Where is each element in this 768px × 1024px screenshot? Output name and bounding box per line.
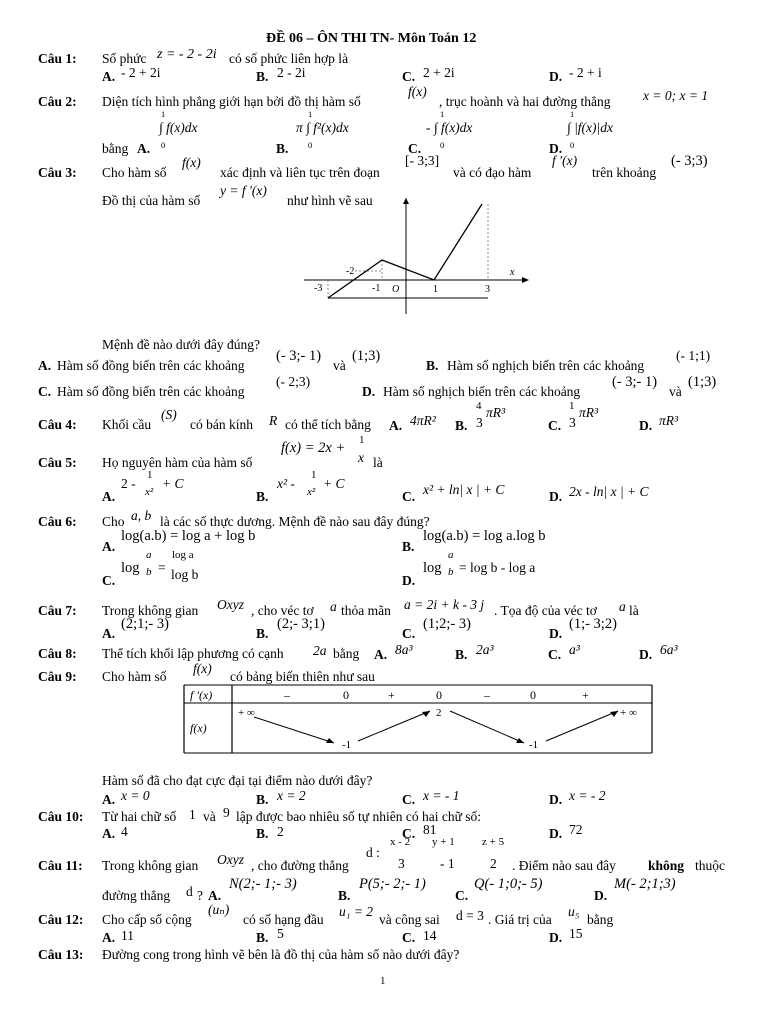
q4-label: Câu 4: <box>38 417 77 432</box>
q4-option-b-label: B. <box>455 418 468 433</box>
q8-text: Thể tích khối lập phương có cạnh <box>102 646 284 661</box>
q5-label: Câu 5: <box>38 455 77 470</box>
q11-option-a[interactable]: N(2;- 1;- 3) <box>229 876 297 892</box>
q6-option-c-den: b <box>146 566 152 578</box>
q3-option-d[interactable]: Hàm số nghịch biến trên các khoảng <box>383 384 581 399</box>
q5-fx: f(x) = 2x + <box>281 440 346 456</box>
q10-n2: 9 <box>223 805 230 820</box>
q10-option-b-label: B. <box>256 826 269 841</box>
q10-option-c-label: C. <box>402 826 416 841</box>
q8-option-b-label: B. <box>455 647 468 662</box>
q11-frac3-num: z + 5 <box>482 836 505 848</box>
q1-text2: có số phức liên hợp là <box>229 51 349 66</box>
integral-upper-b: 1 <box>308 109 313 119</box>
q7-a-vec2: a <box>619 599 626 614</box>
page-number: 1 <box>380 975 386 987</box>
q5-option-b-label: B. <box>256 489 269 504</box>
q7-option-b[interactable]: (2;- 3;1) <box>277 616 325 632</box>
q2-option-d[interactable]: ∫ |f(x)|dx <box>567 120 613 135</box>
q12-option-a[interactable]: 11 <box>121 928 134 943</box>
q11-option-b-label: B. <box>338 888 351 903</box>
q7-option-c[interactable]: (1;2;- 3) <box>423 616 471 632</box>
q7-expr: a = 2i + k - 3 j <box>404 597 485 612</box>
q4-option-b[interactable]: πR³ <box>486 405 506 420</box>
q5-option-c-label: C. <box>402 489 416 504</box>
q10-n1: 1 <box>189 807 196 822</box>
q9-option-b[interactable]: x = 2 <box>277 788 306 803</box>
q1-expr: z = - 2 - 2i <box>157 47 217 62</box>
arrow-down-2 <box>450 711 524 743</box>
tick-minus1: -1 <box>372 283 381 294</box>
q7-label: Câu 7: <box>38 603 77 618</box>
q2-lines: x = 0; x = 1 <box>643 88 709 103</box>
q12-text5: bằng <box>587 912 614 927</box>
q3-text: Cho hàm số <box>102 165 167 180</box>
sign-1: – <box>284 688 290 702</box>
q4-option-c-label: C. <box>548 418 562 433</box>
tick-3: 3 <box>485 284 490 295</box>
x-axis-arrow <box>522 277 529 283</box>
arrow-heads <box>326 711 618 743</box>
q3-text2: xác định và liên tục trên đoạn <box>220 165 380 180</box>
q12-text: Cho cấp số cộng <box>102 912 192 927</box>
value-min-left: -1 <box>342 739 352 751</box>
q1-option-d-label: D. <box>549 69 563 84</box>
q10-option-b[interactable]: 2 <box>277 824 284 839</box>
q3-yexpr: y = f ′(x) <box>220 183 267 198</box>
q11-text3: . Điểm nào sau đây <box>512 858 616 873</box>
q3-interval2: (- 3;3) <box>671 153 708 169</box>
q12-text2: có số hạng đầu <box>243 912 324 927</box>
tick-1: 1 <box>433 284 438 295</box>
q5-frac-den: x <box>358 450 364 465</box>
value-min-right: -1 <box>529 739 539 751</box>
q5-option-a-post: + C <box>162 476 184 491</box>
integral-lower-c: 0 <box>440 140 445 150</box>
value-plus-inf-left: + ∞ <box>238 707 255 719</box>
zero-3: 0 <box>530 688 536 702</box>
q6-option-c-rden: log b <box>171 567 199 582</box>
q4-text: Khối cầu <box>102 417 152 432</box>
sign-4: + <box>582 688 589 702</box>
q1-option-a-label: A. <box>102 69 116 84</box>
q4-option-c[interactable]: πR³ <box>579 405 599 420</box>
q4-option-c-num: 1 <box>569 400 575 412</box>
sign-3: – <box>484 688 490 702</box>
q11-oxyz: Oxyz <box>217 852 244 867</box>
q5-option-b-post: + C <box>323 476 345 491</box>
q5-option-d[interactable]: 2x - ln| x | + C <box>569 484 649 499</box>
q5-option-c[interactable]: x² + ln| x | + C <box>423 482 505 497</box>
q12-option-a-label: A. <box>102 930 116 945</box>
q7-a-vec: a <box>330 599 337 614</box>
q6-option-a[interactable]: log(a.b) = log a + log b <box>121 528 256 544</box>
q8-option-c-label: C. <box>548 647 562 662</box>
q3-option-c-int1: (- 2;3) <box>276 374 311 389</box>
q4-option-a[interactable]: 4πR² <box>410 413 436 428</box>
q6-text2: là các số thực dương. Mệnh đề nào sau đây đúng? <box>160 514 430 529</box>
integral-upper-c: 1 <box>440 109 445 119</box>
q9-option-b-label: B. <box>256 792 269 807</box>
variation-table <box>182 685 654 755</box>
q6-option-d[interactable]: log <box>423 560 442 576</box>
q2-text: Diện tích hình phẳng giới hạn bởi đồ thị hàm số <box>102 94 361 109</box>
q4-option-c-den: 3 <box>569 415 576 430</box>
q9-option-d-label: D. <box>549 792 563 807</box>
q4-option-b-num: 4 <box>476 400 482 412</box>
q3-option-c[interactable]: Hàm số đồng biến trên các khoảng <box>57 384 245 399</box>
x-axis-label: x <box>510 267 515 278</box>
q5-text2: là <box>373 455 383 470</box>
q1-option-b[interactable]: 2 - 2i <box>277 65 306 80</box>
q3-text4: trên khoảng <box>592 165 657 180</box>
value-plus-inf-right: + ∞ <box>620 707 637 719</box>
q8-text2: bằng <box>333 646 360 661</box>
q2-option-b-label: B. <box>276 141 289 156</box>
q13-label: Câu 13: <box>38 947 84 962</box>
integral-lower-d: 0 <box>570 140 575 150</box>
q6-label: Câu 6: <box>38 514 77 529</box>
q3-option-a-label: A. <box>38 358 52 373</box>
q11-d-sym: d <box>186 884 193 899</box>
q6-option-d-num: a <box>448 549 454 561</box>
q10-text: Từ hai chữ số <box>102 809 177 824</box>
q7-oxyz: Oxyz <box>217 597 244 612</box>
q11-option-b[interactable]: P(5;- 2;- 1) <box>359 876 426 892</box>
q4-text3: có thể tích bằng <box>285 417 371 432</box>
q12-option-c[interactable]: 14 <box>423 928 437 943</box>
q5-option-a[interactable]: 2 - <box>121 476 136 491</box>
q11-frac2-den: - 1 <box>440 856 455 871</box>
q12-un: (uₙ) <box>208 902 230 917</box>
q12-u1: u₁ = 2 <box>339 904 374 919</box>
q3-line2: Đồ thị của hàm số <box>102 193 201 208</box>
q2-label: Câu 2: <box>38 94 77 109</box>
q2-option-d-label: D. <box>549 141 563 156</box>
integral-lower-a: 0 <box>161 140 166 150</box>
q5-option-b-num: 1 <box>311 469 317 481</box>
q11-line2: đường thẳng <box>102 888 171 903</box>
q7-option-d-label: D. <box>549 626 563 641</box>
q5-option-a-num: 1 <box>147 469 153 481</box>
q9-text: Cho hàm số <box>102 669 167 684</box>
q6-option-a-label: A. <box>102 539 116 554</box>
q9-fx: f(x) <box>193 661 212 676</box>
q2-option-c[interactable]: - ∫ f(x)dx <box>426 120 473 135</box>
q2-text2: , trục hoành và hai đường thẳng <box>439 94 611 109</box>
integral-lower-b: 0 <box>308 140 313 150</box>
zero-1: 0 <box>343 688 349 702</box>
q7-option-d[interactable]: (1;- 3;2) <box>569 616 617 632</box>
q8-option-b[interactable]: 2a³ <box>476 642 494 657</box>
q8-option-a-label: A. <box>374 647 388 662</box>
q8-option-d[interactable]: 6a³ <box>660 642 678 657</box>
integral-upper-d: 1 <box>570 109 575 119</box>
q11-frac1-den: 3 <box>398 856 405 871</box>
q9-option-d[interactable]: x = - 2 <box>569 788 606 803</box>
q11-text: Trong không gian <box>102 858 199 873</box>
q5-option-a-label: A. <box>102 489 116 504</box>
q6-option-c-num: a <box>146 549 152 561</box>
q11-option-d-label: D. <box>594 888 608 903</box>
q3-text3: và có đạo hàm <box>453 165 532 180</box>
q11-option-c-label: C. <box>455 888 469 903</box>
q5-option-b-den: x² <box>307 486 316 498</box>
q4-option-d[interactable]: πR³ <box>659 413 679 428</box>
q5-text: Họ nguyên hàm của hàm số <box>102 455 253 470</box>
q11-option-a-label: A. <box>208 888 222 903</box>
q13-text: Đường cong trong hình vẽ bên là đồ thị của hàm số nào dưới đây? <box>102 947 460 962</box>
q3-option-b-label: B. <box>426 358 439 373</box>
q6-option-c-rnum: log a <box>172 549 194 561</box>
q8-edge: 2a <box>313 643 327 658</box>
arrow-down-1 <box>254 717 334 743</box>
q11-option-c[interactable]: Q(- 1;0;- 5) <box>474 876 543 892</box>
q8-option-a[interactable]: 8a³ <box>395 642 413 657</box>
integral-upper-a: 1 <box>161 109 166 119</box>
q4-text2: có bán kính <box>190 417 253 432</box>
q6-option-b[interactable]: log(a.b) = log a.log b <box>423 528 546 544</box>
q6-option-d-post: = log b - log a <box>459 560 536 575</box>
q12-text4: . Giá trị của <box>488 912 552 927</box>
derivative-graph <box>300 198 532 316</box>
q6-option-d-den: b <box>448 566 454 578</box>
q6-text: Cho <box>102 514 125 529</box>
q10-and: và <box>203 809 216 824</box>
q6-option-c[interactable]: log <box>121 560 140 576</box>
q10-option-d[interactable]: 72 <box>569 822 583 837</box>
q4-option-d-label: D. <box>639 418 653 433</box>
q11-option-d[interactable]: M(- 2;1;3) <box>614 876 676 892</box>
q1-option-c[interactable]: 2 + 2i <box>423 65 455 80</box>
q9-option-a[interactable]: x = 0 <box>121 788 150 803</box>
q4-option-a-label: A. <box>389 418 403 433</box>
q7-option-a[interactable]: (2;1;- 3) <box>121 616 169 632</box>
q1-label: Câu 1: <box>38 51 77 66</box>
q12-text3: và công sai <box>379 912 440 927</box>
q7-text5: là <box>629 603 639 618</box>
sign-2: + <box>388 688 395 702</box>
q4-s: (S) <box>161 407 177 422</box>
q10-option-a[interactable]: 4 <box>121 824 128 839</box>
q10-label: Câu 10: <box>38 809 84 824</box>
q12-option-b-label: B. <box>256 930 269 945</box>
q6-option-c-label: C. <box>102 573 116 588</box>
q3-interval: [- 3;3] <box>405 153 440 168</box>
q3-option-d-and: và <box>669 384 682 399</box>
q6-ab: a, b <box>131 508 152 523</box>
q3-option-d-int2: (1;3) <box>688 374 717 390</box>
q12-option-c-label: C. <box>402 930 416 945</box>
q11-frac1-num: x - 2 <box>390 836 411 848</box>
row-f-label: f(x) <box>190 721 207 735</box>
q8-option-c[interactable]: a³ <box>569 642 580 657</box>
q6-option-c-eq: = <box>158 560 166 575</box>
q6-option-b-label: B. <box>402 539 415 554</box>
q12-d: d = 3 <box>456 908 484 923</box>
q3-option-d-label: D. <box>362 384 376 399</box>
q7-option-a-label: A. <box>102 626 116 641</box>
q11-text4: thuộc <box>695 858 725 873</box>
q7-option-c-label: C. <box>402 626 416 641</box>
q11-question-mark: ? <box>197 888 203 903</box>
q8-option-d-label: D. <box>639 647 653 662</box>
q5-frac-num: 1 <box>359 434 365 446</box>
q3-option-a-int2: (1;3) <box>352 348 381 364</box>
q3-label: Câu 3: <box>38 165 77 180</box>
q11-frac2-num: y + 1 <box>432 836 455 848</box>
q2-option-c-label: C. <box>408 141 422 156</box>
value-max-2: 2 <box>436 707 442 719</box>
q9-text2: có bảng biến thiên như sau <box>230 669 375 684</box>
row-fprime-label: f ′(x) <box>190 688 213 702</box>
q11-label: Câu 11: <box>38 858 83 873</box>
q2-text3: bằng <box>102 141 129 156</box>
q6-option-d-label: D. <box>402 573 416 588</box>
q12-label: Câu 12: <box>38 912 84 927</box>
q5-option-a-den: x² <box>145 486 154 498</box>
q10-option-d-label: D. <box>549 826 563 841</box>
q9-option-a-label: A. <box>102 792 116 807</box>
q10-option-c[interactable]: 81 <box>423 822 437 837</box>
q3-option-a[interactable]: Hàm số đồng biến trên các khoảng <box>57 358 245 373</box>
q3-option-b-int1: (- 1;1) <box>676 348 711 363</box>
zero-2: 0 <box>436 688 442 702</box>
q9-option-c[interactable]: x = - 1 <box>423 788 460 803</box>
q3-option-a-int1: (- 3;- 1) <box>276 348 322 364</box>
q12-option-d-label: D. <box>549 930 563 945</box>
q10-option-a-label: A. <box>102 826 116 841</box>
q3-fx: f(x) <box>182 155 201 170</box>
q1-text: Số phức <box>102 51 147 66</box>
derivative-curve <box>328 204 482 298</box>
q12-option-b[interactable]: 5 <box>277 926 284 941</box>
arrow-up-2 <box>546 711 618 741</box>
q9-prompt: Hàm số đã cho đạt cực đại tại điểm nào dưới đây? <box>102 773 373 788</box>
q1-option-b-label: B. <box>256 69 269 84</box>
q7-text: Trong không gian <box>102 603 199 618</box>
q12-option-d[interactable]: 15 <box>569 926 583 941</box>
q11-frac3-den: 2 <box>490 856 497 871</box>
q7-text4: . Tọa độ của véc tơ <box>494 603 597 618</box>
q2-option-b[interactable]: π ∫ f²(x)dx <box>296 120 349 135</box>
q1-option-a[interactable]: - 2 + 2i <box>121 65 161 80</box>
q11-d-label: d : <box>366 845 380 860</box>
y-axis-arrow <box>403 198 409 204</box>
q11-bold: không <box>648 858 685 873</box>
q3-option-d-int1: (- 3;- 1) <box>612 374 658 390</box>
q3-prompt: Mệnh đề nào dưới đây đúng? <box>102 337 261 352</box>
q1-option-c-label: C. <box>402 69 416 84</box>
q5-option-d-label: D. <box>549 489 563 504</box>
q9-label: Câu 9: <box>38 669 77 684</box>
q7-text3: thỏa mãn <box>341 603 391 618</box>
q4-option-b-den: 3 <box>476 415 483 430</box>
arrow-up-1 <box>358 711 430 741</box>
q11-text2: , cho đường thẳng <box>251 858 349 873</box>
page-title: ĐỀ 06 – ÔN THI TN- Môn Toán 12 <box>266 31 477 46</box>
q10-text2: lập được bao nhiêu số tự nhiên có hai chữ số: <box>236 809 482 824</box>
q9-option-c-label: C. <box>402 792 416 807</box>
origin-label: O <box>392 284 400 295</box>
tick-minus3: -3 <box>314 283 323 294</box>
q2-option-a[interactable]: ∫ f(x)dx <box>159 120 198 135</box>
q3-option-a-and: và <box>333 358 346 373</box>
q8-label: Câu 8: <box>38 646 77 661</box>
q7-text2: , cho véc tơ <box>251 603 314 618</box>
q1-option-d[interactable]: - 2 + i <box>569 65 602 80</box>
q5-option-b[interactable]: x² - <box>277 476 295 491</box>
q2-option-a-label: A. <box>137 141 151 156</box>
q3-fpx: f ′(x) <box>552 153 578 168</box>
tick-minus2: -2 <box>346 266 355 277</box>
q3-option-b[interactable]: Hàm số nghịch biến trên các khoảng <box>447 358 645 373</box>
q3-line2b: như hình vẽ sau <box>287 193 373 208</box>
q3-option-c-label: C. <box>38 384 52 399</box>
q7-option-b-label: B. <box>256 626 269 641</box>
q4-r: R <box>269 413 278 428</box>
q2-fx: f(x) <box>408 84 427 99</box>
q12-u5: u₅ <box>568 904 580 919</box>
